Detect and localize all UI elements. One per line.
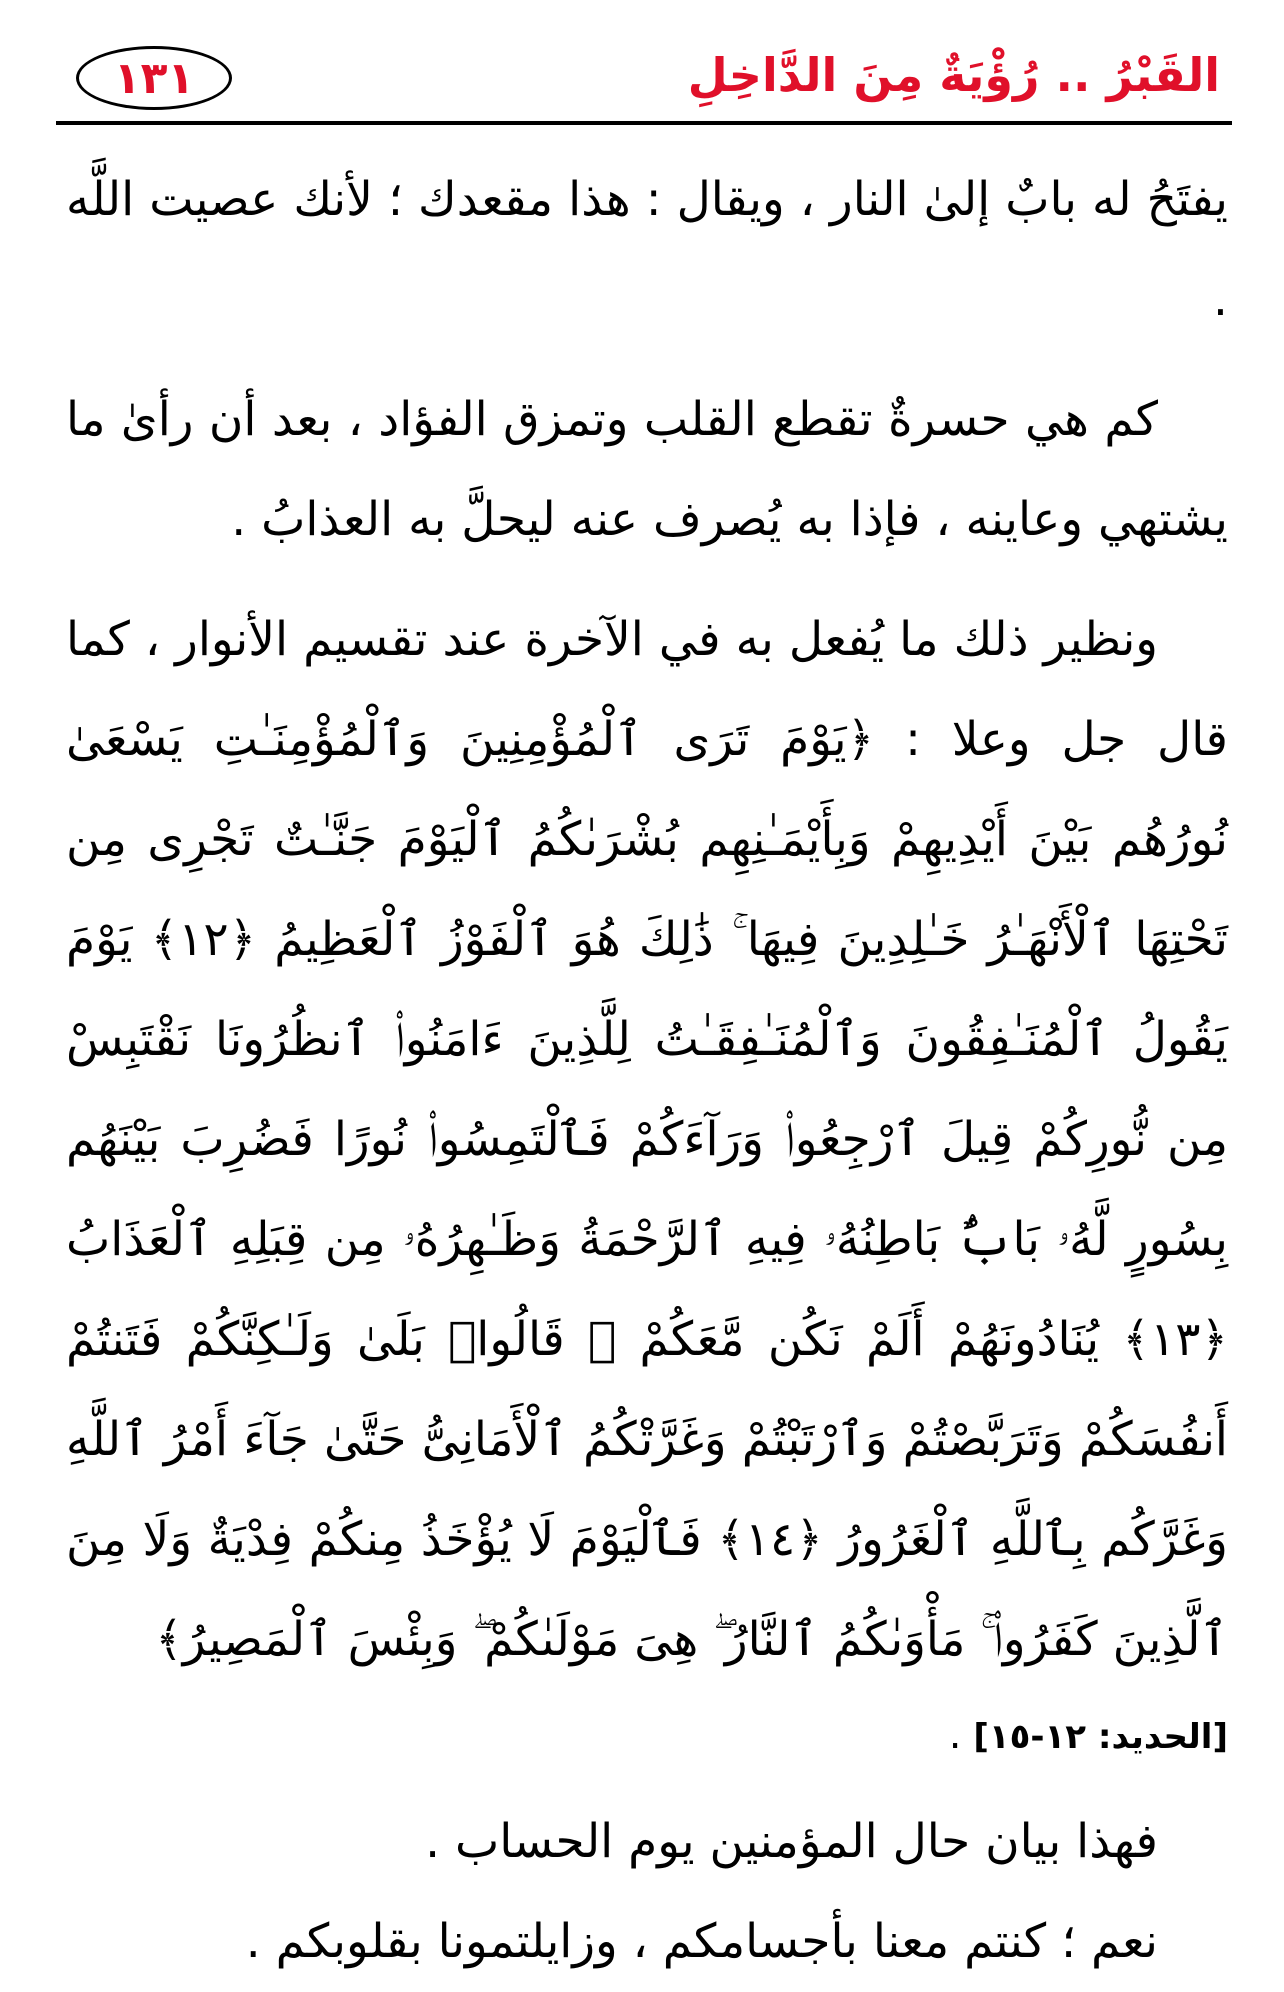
paragraph-4: فهذا بيان حال المؤمنين يوم الحساب . [425, 1814, 1158, 1869]
verse-reference-end: . [948, 1712, 962, 1758]
running-title: القَبْرُ .. رُؤْيَةٌ مِنَ الدَّاخِلِ [687, 48, 1220, 102]
paragraph-3-intro: ونظير ذلك ما يُفعل به في الآخرة عند تقسيم الأنوار ، كما قال جل وعلا : [66, 612, 1228, 767]
paragraph-2: كم هي حسرةٌ تقطع القلب وتمزق الفؤاد ، بعد أن رأىٰ ما يشتهي وعاينه ، فإذا به يُصرف عنه ليحلَّ به العذابُ . [66, 392, 1228, 547]
header-rule [56, 121, 1232, 125]
verse-reference-text: [الحديد: ١٢-١٥] [973, 1717, 1228, 1757]
paragraph-3 [66, 590, 1228, 1690]
paragraph-1: يفتَحُ له بابٌ إلىٰ النار ، ويقال : هذا مقعدك ؛ لأنك عصيت اللَّه . [66, 172, 1228, 327]
page-header [58, 30, 1230, 122]
paragraph-5: نعم ؛ كنتم معنا بأجسامكم ، وزايلتمونا بقلوبكم . [245, 1914, 1158, 1969]
page-number: ١٣١ [113, 52, 195, 104]
verse-reference [66, 1700, 1228, 1772]
page-number-badge [76, 46, 232, 110]
page-body [66, 150, 1228, 1992]
quran-verses: ﴿يَوْمَ تَرَى ٱلْمُؤْمِنِينَ وَٱلْمُؤْمِنَـٰتِ يَسْعَىٰ نُورُهُم بَيْنَ أَيْدِيهِمْ وَبِأَيْمَـٰنِهِم بُشْرَىٰكُمُ ٱلْيَوْمَ جَنَّـٰتٌ تَجْرِى مِن تَحْتِهَا ٱلْأَنْهَـٰرُ خَـٰلِدِينَ فِيهَا ۚ ذَٰلِكَ هُوَ ٱلْفَوْزُ ٱلْعَظِيمُ ﴿١٢﴾ يَوْمَ يَقُولُ ٱلْمُنَـٰفِقُونَ وَٱلْمُنَـٰفِقَـٰتُ لِلَّذِينَ ءَامَنُوا۟ ٱنظُرُونَا نَقْتَبِسْ مِن نُّورِكُمْ قِيلَ ٱرْجِعُوا۟ وَرَآءَكُمْ فَٱلْتَمِسُوا۟ نُورًا فَضُرِبَ بَيْنَهُم بِسُورٍ لَّهُۥ بَابٌۢ بَاطِنُهُۥ فِيهِ ٱلرَّحْمَةُ وَظَـٰهِرُهُۥ مِن قِبَلِهِ ٱلْعَذَابُ ﴿١٣﴾ يُنَادُونَهُمْ أَلَمْ نَكُن مَّعَكُمْ ۖ قَالُوا۟ بَلَىٰ وَلَـٰكِنَّكُمْ فَتَنتُمْ أَنفُسَكُمْ وَتَرَبَّصْتُمْ وَٱرْتَبْتُمْ وَغَرَّتْكُمُ ٱلْأَمَانِىُّ حَتَّىٰ جَآءَ أَمْرُ ٱللَّهِ وَغَرَّكُم بِٱللَّهِ ٱلْغَرُورُ ﴿١٤﴾ فَٱلْيَوْمَ لَا يُؤْخَذُ مِنكُمْ فِدْيَةٌ وَلَا مِنَ ٱلَّذِينَ كَفَرُوا۟ ۚ مَأْوَىٰكُمُ ٱلنَّارُ ۖ هِىَ مَوْلَىٰكُمْ ۖ وَبِئْسَ ٱلْمَصِيرُ﴾ [66, 712, 1228, 1667]
